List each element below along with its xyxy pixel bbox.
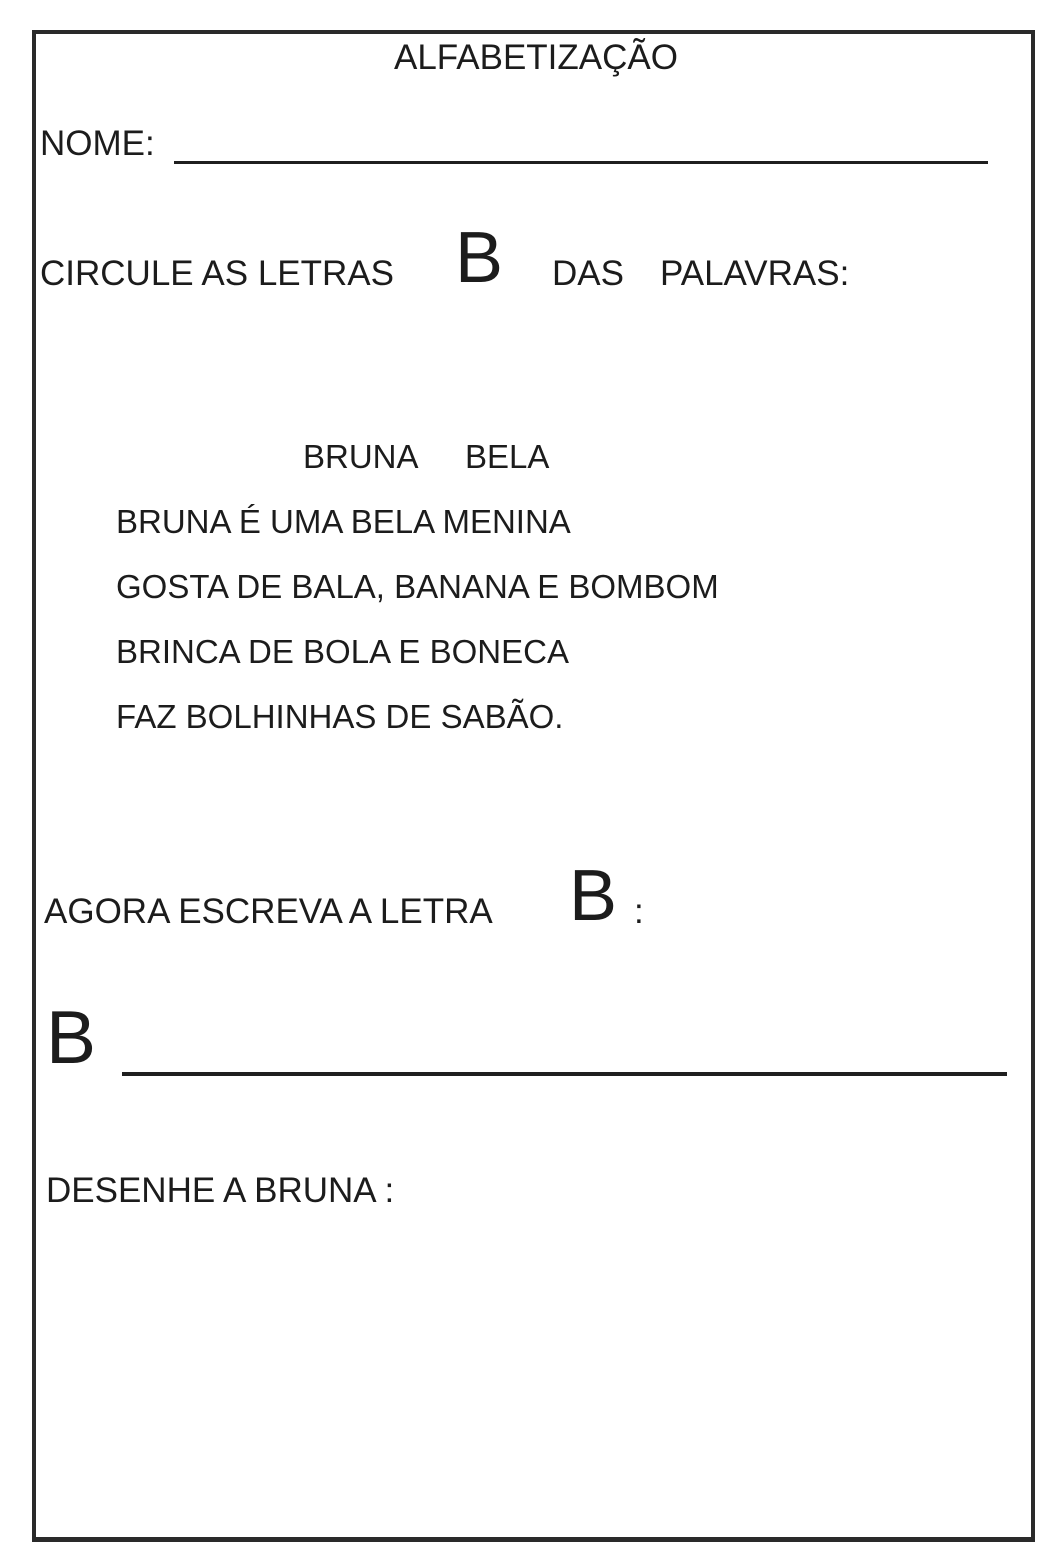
instruction-text-after-1: DAS bbox=[552, 254, 624, 293]
practice-line bbox=[122, 1072, 1007, 1076]
name-label: NOME: bbox=[40, 124, 155, 163]
instruction-text-after-2: PALAVRAS: bbox=[660, 254, 850, 293]
story-line: FAZ BOLHINHAS DE SABÃO. bbox=[116, 698, 564, 735]
story-title-word: BELA bbox=[465, 438, 550, 475]
name-line bbox=[174, 161, 988, 164]
instruction-text-before: CIRCULE AS LETRAS bbox=[40, 254, 394, 293]
worksheet-title: ALFABETIZAÇÃO bbox=[394, 38, 678, 77]
story-line: GOSTA DE BALA, BANANA E BOMBOM bbox=[116, 568, 719, 605]
instruction-letter: B bbox=[455, 218, 504, 298]
write-prompt-letter: B bbox=[569, 856, 618, 936]
write-prompt-suffix: : bbox=[634, 892, 644, 931]
story-line: BRUNA É UMA BELA MENINA bbox=[116, 503, 571, 540]
write-prompt-text: AGORA ESCREVA A LETRA bbox=[44, 892, 493, 931]
draw-prompt: DESENHE A BRUNA : bbox=[46, 1171, 395, 1210]
practice-letter: B bbox=[46, 995, 97, 1079]
story-title-word: BRUNA bbox=[303, 438, 419, 475]
story-line: BRINCA DE BOLA E BONECA bbox=[116, 633, 569, 670]
